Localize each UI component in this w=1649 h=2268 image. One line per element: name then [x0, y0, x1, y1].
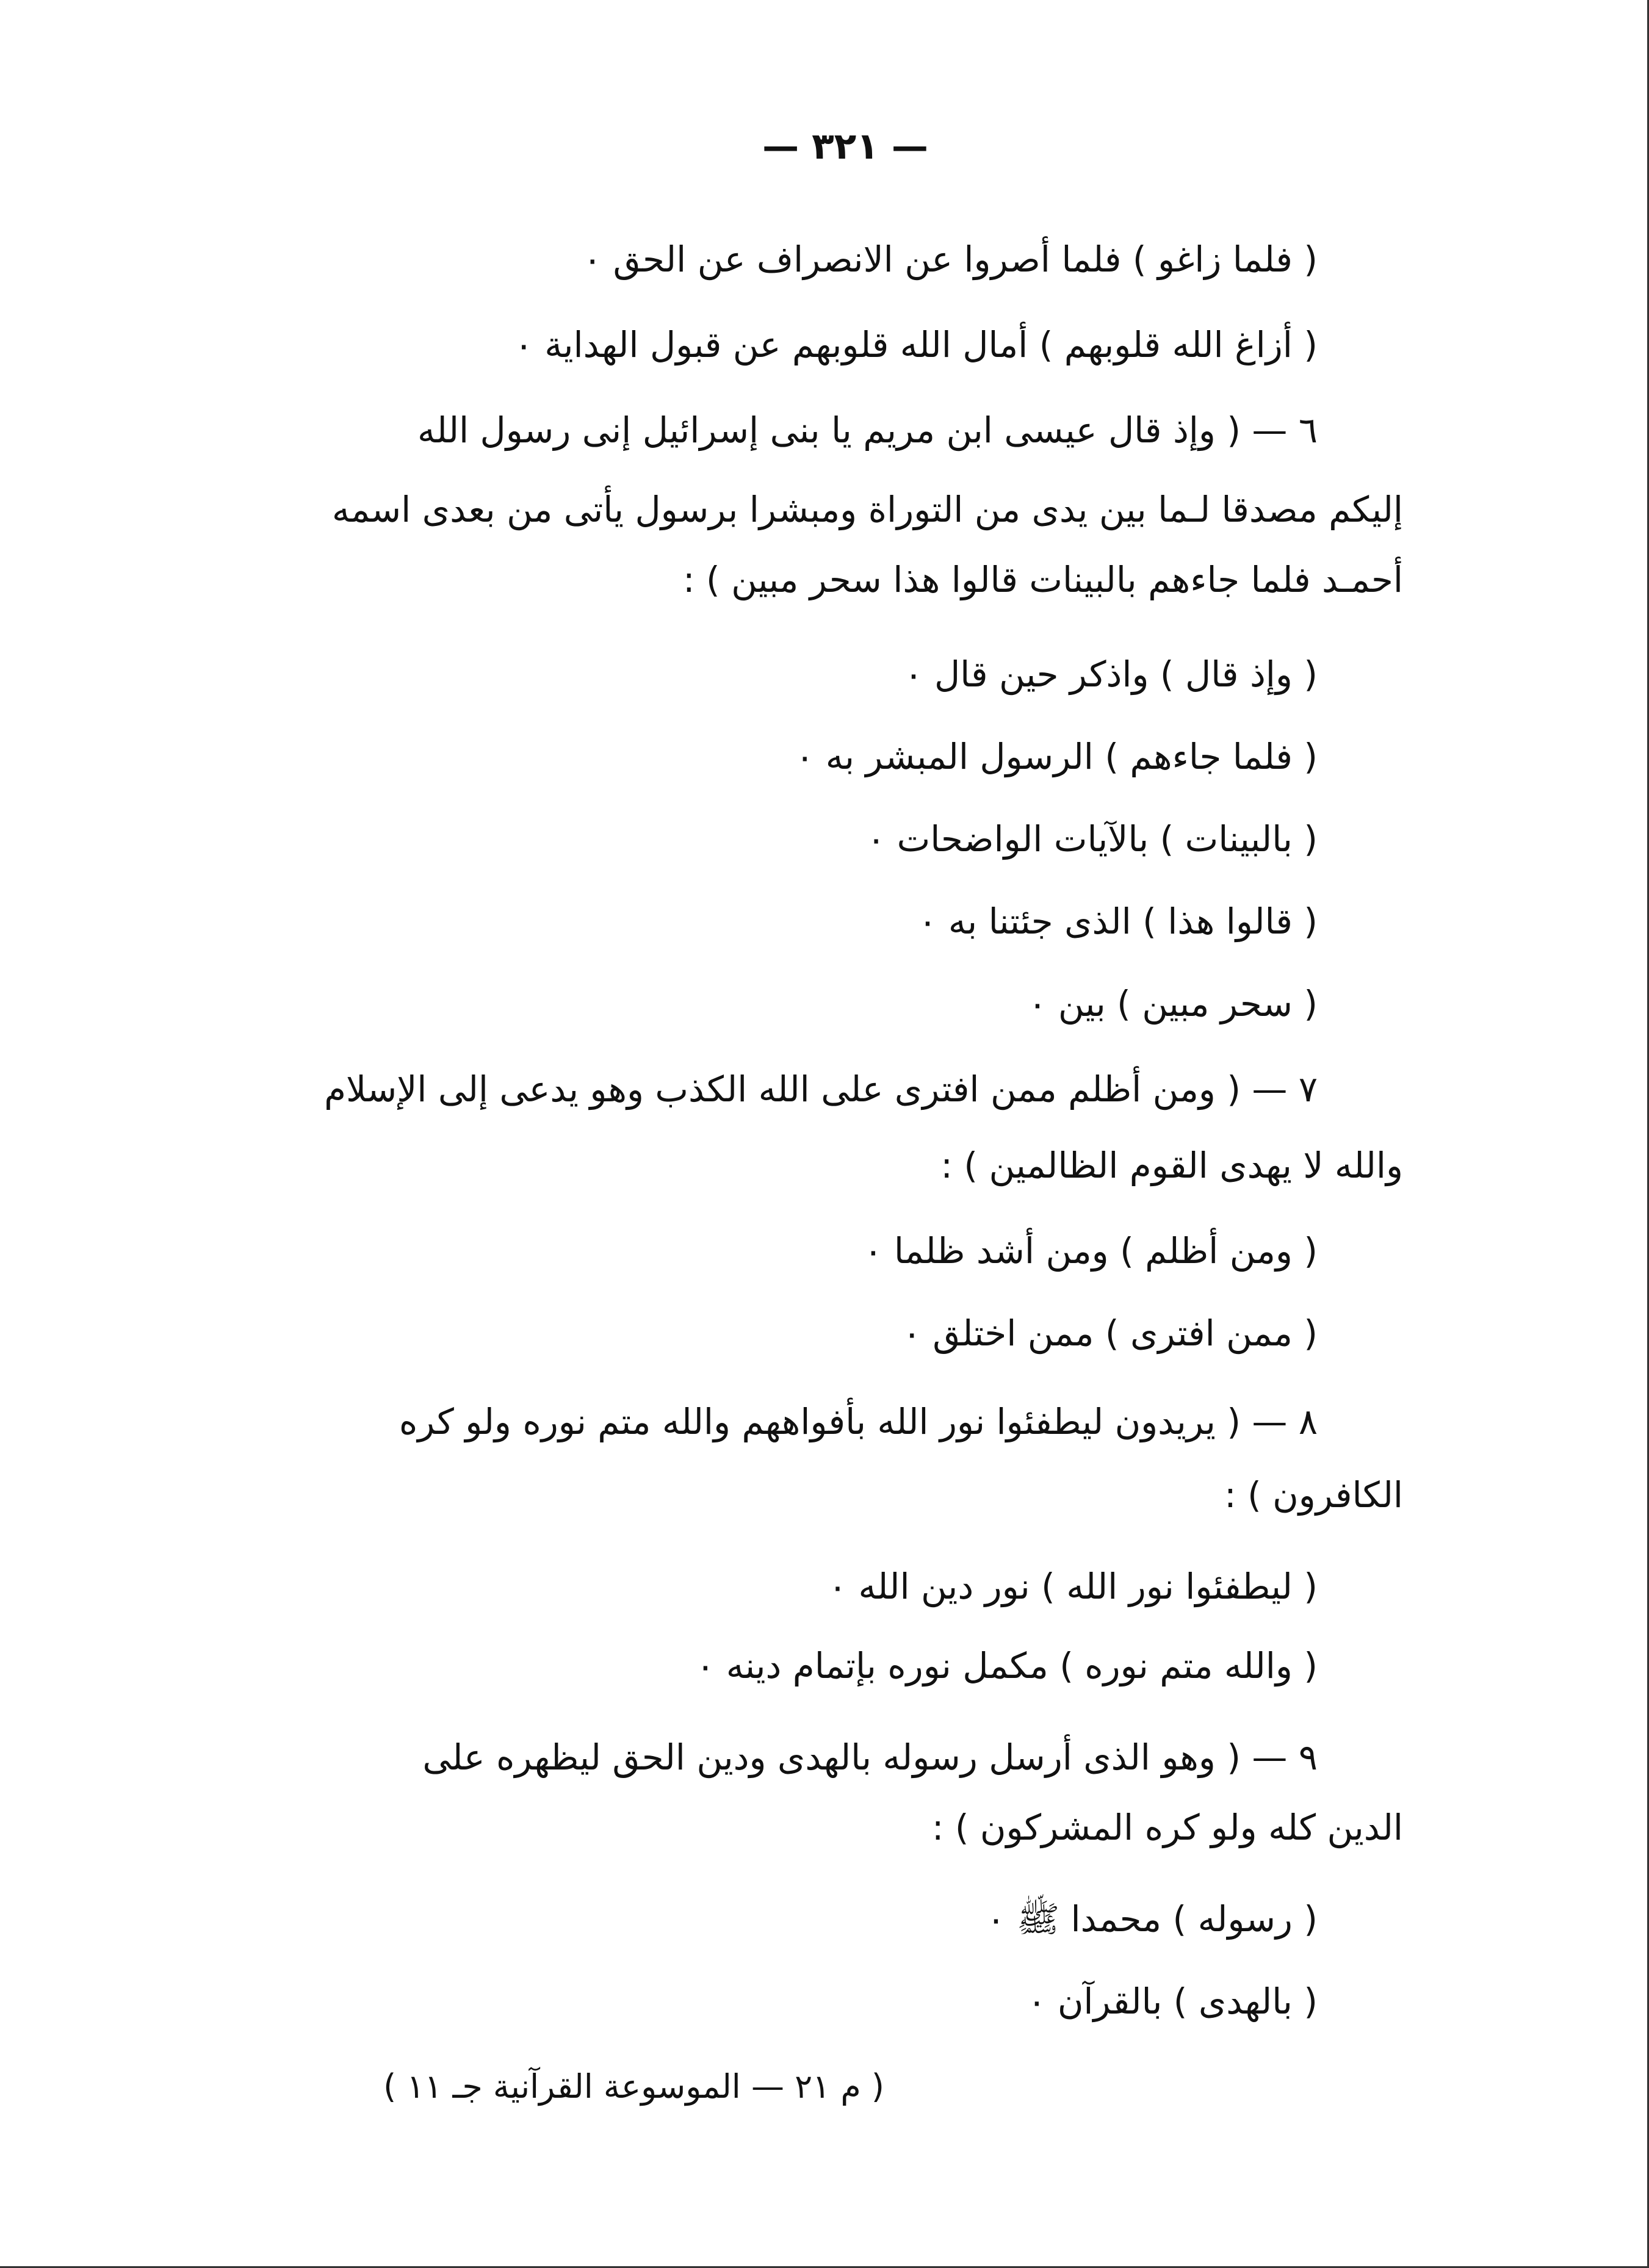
text-line: ( فلما جاءهم ) الرسول المبشر به ٠ [795, 736, 1318, 777]
text-line: ( رسوله ) محمدا ﷺ ٠ [986, 1898, 1318, 1940]
text-line: ( وإذ قال ) واذكر حين قال ٠ [904, 653, 1318, 695]
verse-line: الكافرون ) : [1224, 1474, 1403, 1516]
verse-line: أحمـد فلما جاءهم بالبينات قالوا هذا سحر مبين ) : [683, 559, 1403, 600]
verse-line: والله لا يهدى القوم الظالمين ) : [940, 1145, 1403, 1186]
verse-line: ٩ — ( وهو الذى أرسل رسوله بالهدى ودين الحق ليظهره على [422, 1737, 1318, 1778]
text-line: ( أزاغ الله قلوبهم ) أمال الله قلوبهم عن قبول الهداية ٠ [514, 324, 1318, 365]
text-line: ( قالوا هذا ) الذى جئتنا به ٠ [918, 901, 1318, 942]
verse-line: الدين كله ولو كره المشركون ) : [931, 1807, 1403, 1848]
page-footer: ( م ٢١ — الموسوعة القرآنية جـ ١١ ) [383, 2067, 884, 2106]
text-line: ( بالبينات ) بالآيات الواضحات ٠ [867, 818, 1318, 860]
text-line: ( ممن افترى ) ممن اختلق ٠ [902, 1312, 1318, 1354]
text-line: ( والله متم نوره ) مكمل نوره بإتمام دينه ٠ [696, 1645, 1318, 1687]
verse-line: ٨ — ( يريدون ليطفئوا نور الله بأفواههم والله متم نوره ولو كره [399, 1401, 1318, 1442]
text-line: ( فلما زاغو ) فلما أصروا عن الانصراف عن الحق ٠ [583, 239, 1318, 280]
verse-line: ٦ — ( وإذ قال عيسى ابن مريم يا بنى إسرائيل إنى رسول الله [417, 409, 1318, 451]
verse-line: ٧ — ( ومن أظلم ممن افترى على الله الكذب وهو يدعى إلى الإسلام [324, 1068, 1318, 1110]
text-line: ( ليطفئوا نور الله ) نور دين الله ٠ [828, 1566, 1318, 1607]
page-number: — ٣٢١ — [762, 125, 928, 168]
text-line: ( سحر مبين ) بين ٠ [1028, 983, 1318, 1024]
text-line: ( بالهدى ) بالقرآن ٠ [1027, 1981, 1318, 2022]
verse-line: إليكم مصدقا لـما بين يدى من التوراة ومبشرا برسول يأتى من بعدى اسمه [331, 489, 1403, 530]
text-line: ( ومن أظلم ) ومن أشد ظلما ٠ [864, 1230, 1318, 1272]
